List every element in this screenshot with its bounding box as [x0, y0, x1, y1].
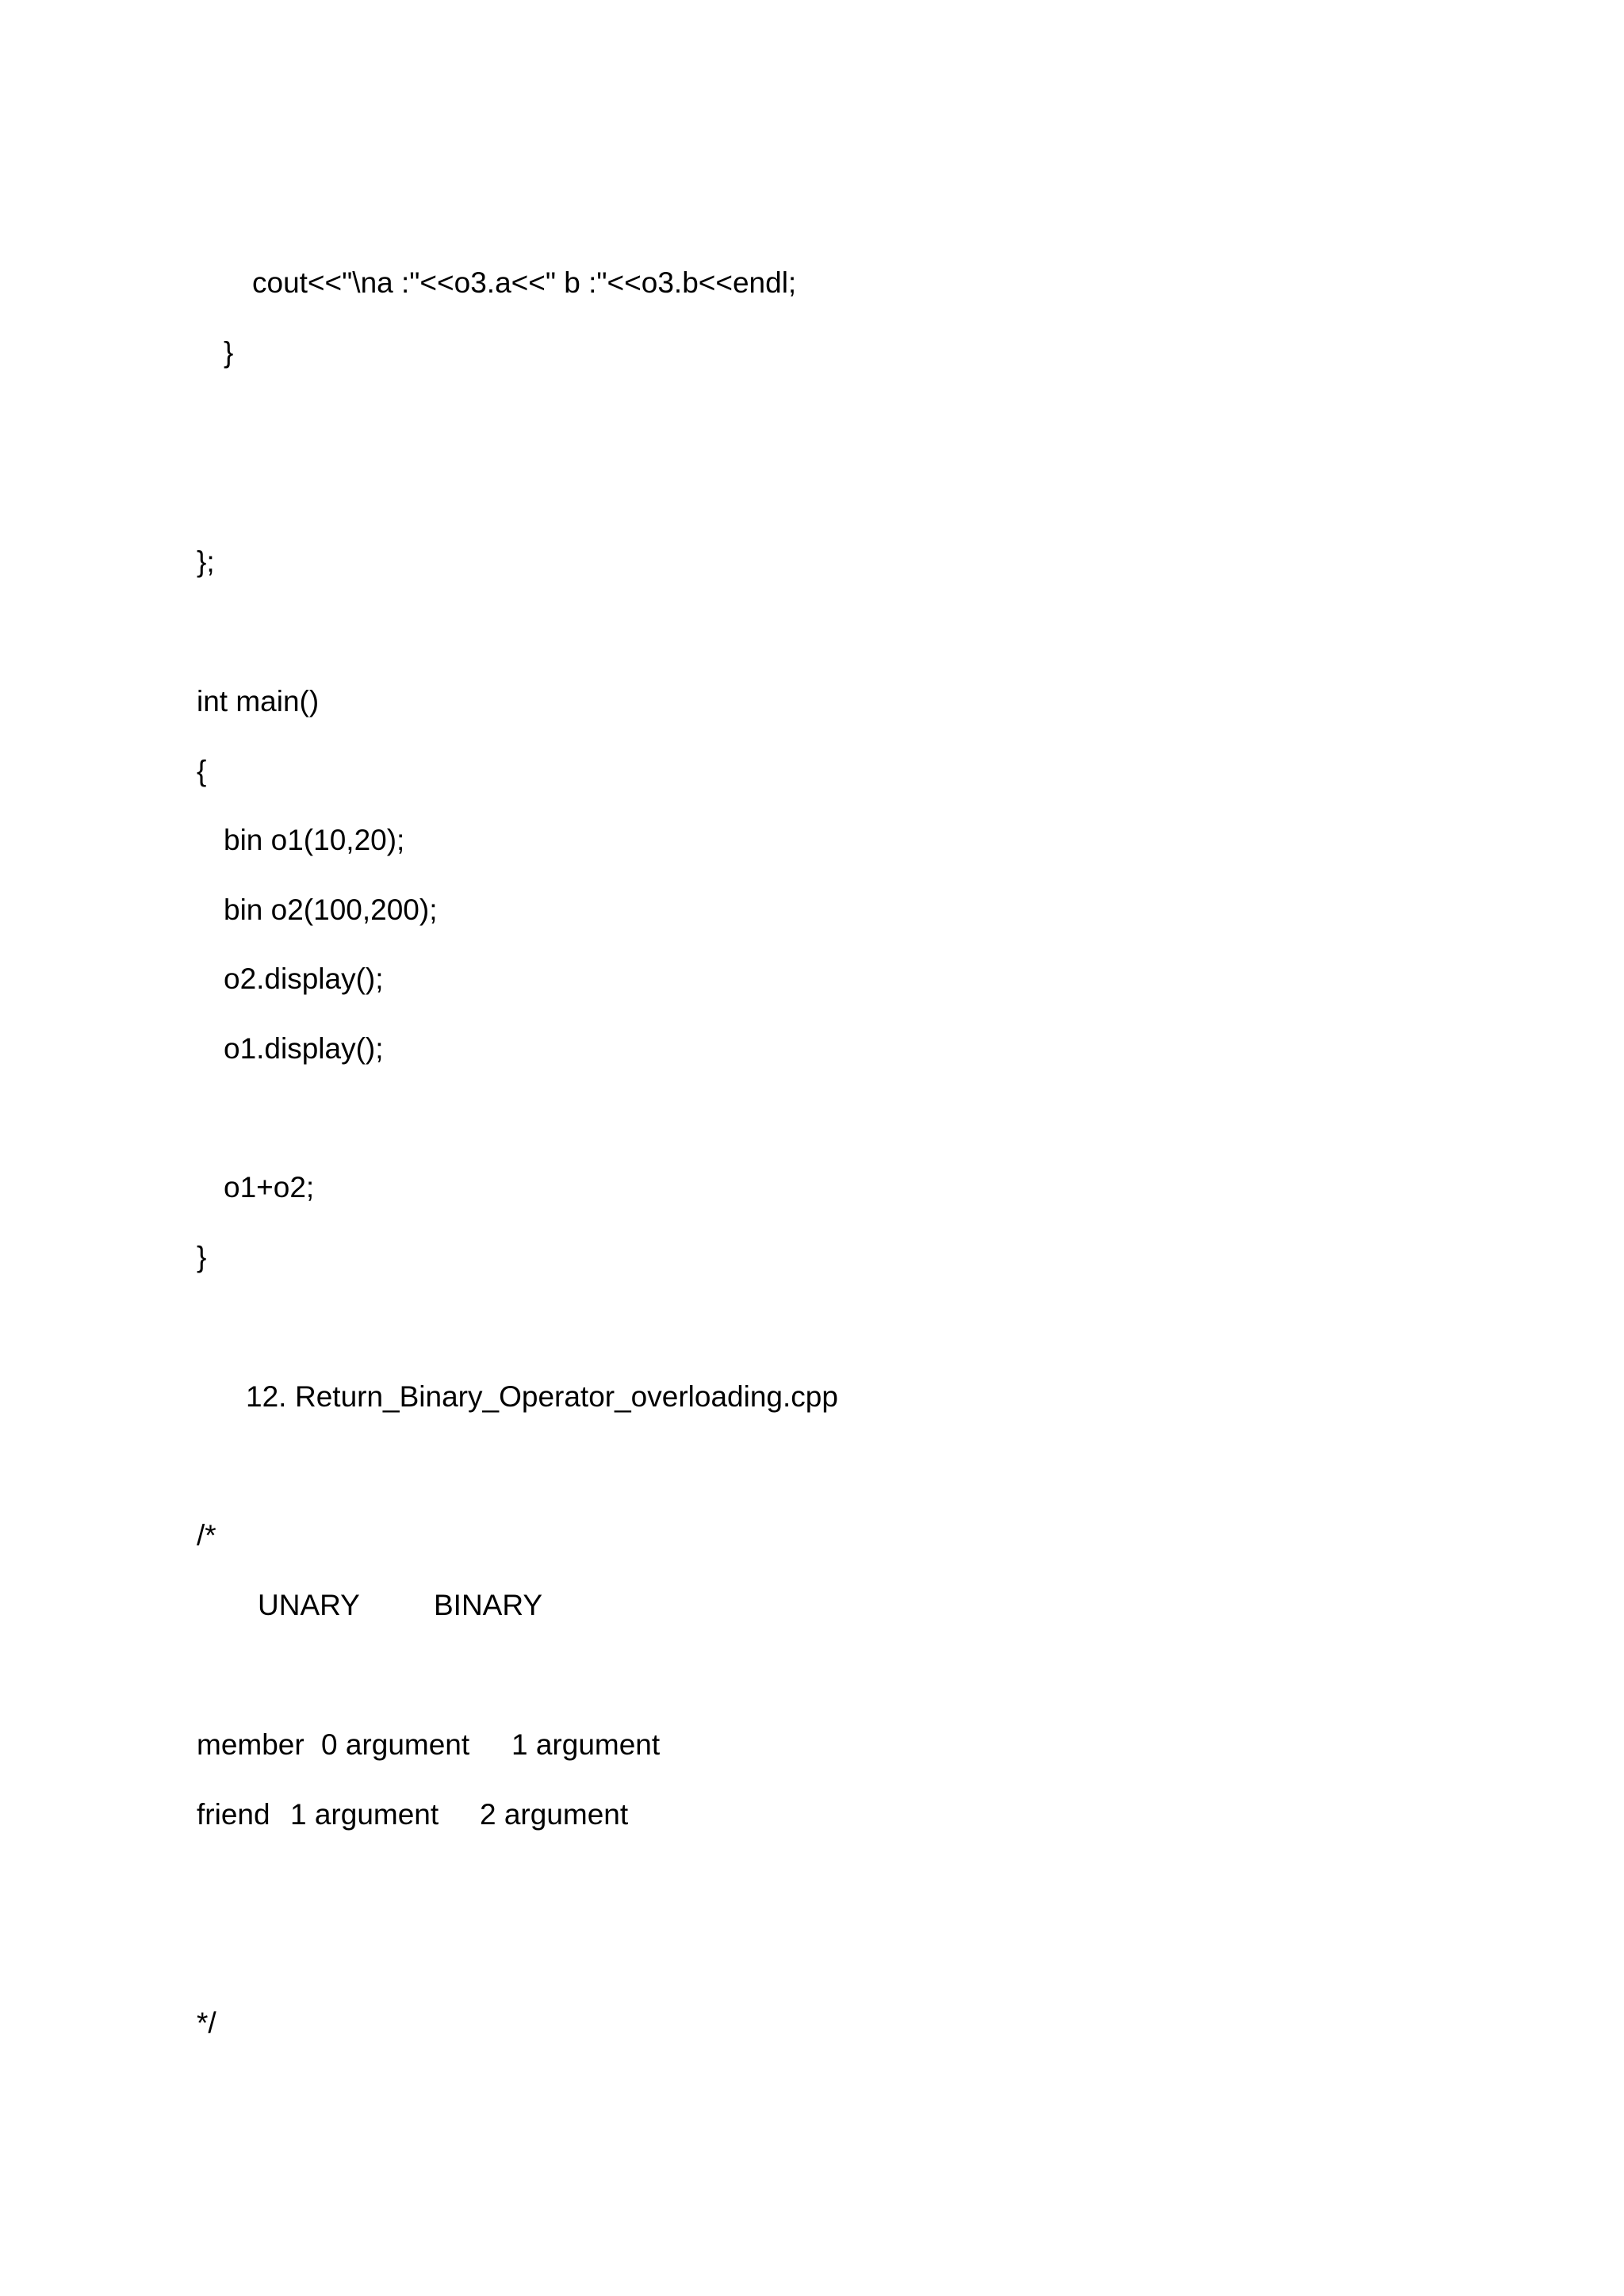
code-line: int main()	[197, 685, 320, 718]
code-line: {	[197, 755, 207, 787]
row-label: member	[197, 1728, 304, 1761]
comment-close: */	[197, 2007, 216, 2039]
header-unary: UNARY	[258, 1589, 360, 1621]
section-title: Return_Binary_Operator_overloading.cpp	[295, 1380, 838, 1413]
code-line: o2.display();	[224, 962, 384, 995]
code-line: o1.display();	[224, 1032, 384, 1065]
code-line: bin o1(10,20);	[224, 824, 405, 856]
row-unary: 1 argument	[290, 1798, 439, 1831]
code-line: }	[224, 336, 234, 369]
header-binary: BINARY	[434, 1589, 543, 1621]
row-binary: 1 argument	[511, 1728, 661, 1761]
row-unary: 0 argument	[321, 1728, 470, 1761]
code-line: }	[197, 1241, 207, 1273]
code-line: cout<<"\na :"<<o3.a<<" b :"<<o3.b<<endl;	[252, 266, 797, 299]
code-line: o1+o2;	[224, 1171, 315, 1203]
section-number: 12.	[246, 1380, 287, 1413]
code-line: bin o2(100,200);	[224, 894, 438, 926]
code-line: };	[197, 545, 215, 578]
row-label: friend	[197, 1798, 270, 1831]
row-binary: 2 argument	[480, 1798, 629, 1831]
comment-open: /*	[197, 1519, 216, 1552]
